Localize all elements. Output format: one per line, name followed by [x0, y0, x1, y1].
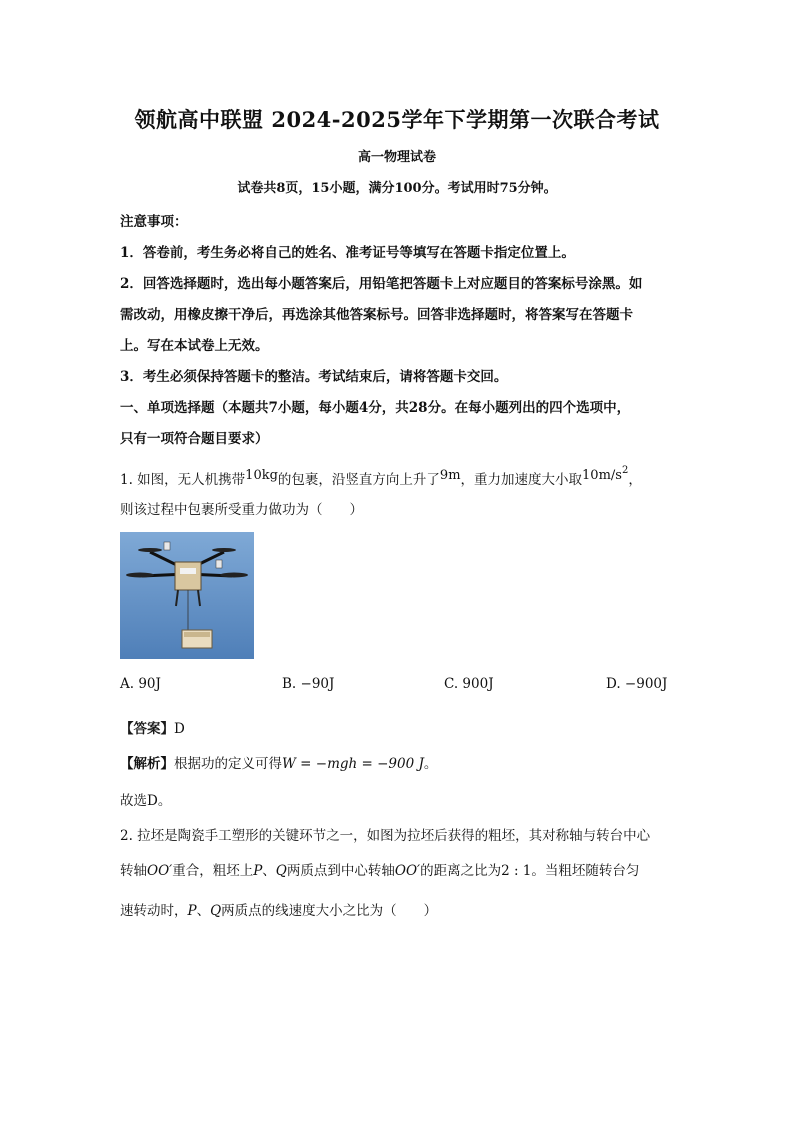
q2-point-q-2: Q	[210, 903, 222, 919]
q1-gravity-exponent: 2	[621, 465, 629, 476]
answer-tag: 【答案】	[120, 721, 174, 737]
drone-icon	[120, 532, 254, 659]
q1-text-2: 的包裹，沿竖直方向上升了	[277, 472, 440, 488]
note-3: 3．考生必须保持答题卡的整洁。考试结束后，请将答题卡交回。	[120, 369, 508, 385]
q2-text-a: 转轴	[120, 863, 147, 879]
analysis-text: 根据功的定义可得	[174, 756, 282, 772]
q2-point-p-2: P	[187, 903, 197, 919]
q2-text-b: 重合，粗坯上	[172, 863, 254, 879]
section-heading-line-2: 只有一项符合题目要求）	[120, 431, 269, 447]
q2-point-p: P	[253, 863, 263, 879]
q2-sep: 、	[262, 863, 276, 879]
q1-conclusion: 故选D。	[120, 793, 172, 809]
q1-stem-line-1	[120, 465, 642, 488]
notes-heading: 注意事项：	[120, 214, 188, 230]
q2-text-e: 。当粗坯随转台匀	[531, 863, 640, 879]
section-heading-line-1: 一、单项选择题（本题共7小题，每小题4分，共28分。在每小题列出的四个选项中，	[120, 400, 631, 416]
q2-text-g: 两质点的线速度大小之比为（ ）	[221, 903, 438, 919]
q1-answer	[120, 717, 185, 737]
q2-stem-line-3	[120, 899, 437, 919]
note-2-line-1: 2．回答选择题时，选出每小题答案后，用铅笔把答题卡上对应题目的答案标号涂黑。如	[120, 276, 643, 292]
analysis-end: 。	[423, 756, 438, 772]
q1-option-c: C. 900J	[444, 676, 494, 692]
exam-info: 试卷共8页，15小题，满分100分。考试用时75分钟。	[237, 181, 557, 196]
q2-text-f: 速转动时，	[120, 903, 188, 919]
q1-analysis	[120, 752, 437, 772]
q1-mass: 10kg	[245, 468, 278, 483]
q2-axis-1: OO′	[147, 863, 173, 879]
q2-text-d: 的距离之比为	[420, 863, 502, 879]
note-1: 1．答卷前，考生务必将自己的姓名、准考证号等填写在答题卡指定位置上。	[120, 245, 575, 261]
analysis-tag: 【解析】	[120, 756, 174, 772]
answer-value: D	[174, 721, 185, 737]
note-2-line-2: 需改动，用橡皮擦干净后，再选涂其他答案标号。回答非选择题时，将答案写在答题卡	[120, 307, 633, 323]
q1-stem-line-2: 则该过程中包裹所受重力做功为（ ）	[120, 502, 363, 518]
q1-text-4: ，	[628, 472, 642, 488]
q1-height: 9m	[439, 468, 461, 483]
exam-title: 领航高中联盟 2024-2025学年下学期第一次联合考试	[134, 107, 660, 132]
q1-text-3: ，重力加速度大小取	[460, 472, 583, 488]
q2-text-c: 两质点到中心转轴	[286, 863, 395, 879]
q1-option-d: D. −900J	[606, 676, 668, 692]
q2-stem-line-2	[120, 859, 639, 879]
note-2-line-3: 上。写在本试卷上无效。	[120, 338, 269, 354]
q1-text-1: 1. 如图，无人机携带	[120, 472, 246, 488]
q1-option-b: B. −90J	[282, 676, 335, 692]
q2-point-q: Q	[275, 863, 287, 879]
q2-stem-line-1: 2. 拉坯是陶瓷手工塑形的关键环节之一，如图为拉坯后获得的粗坯，其对称轴与转台中心	[120, 828, 651, 844]
q2-sep-2: 、	[196, 903, 211, 919]
q1-gravity-value: 10m/s	[582, 468, 622, 483]
q2-ratio: 2 : 1	[501, 863, 532, 879]
analysis-formula: W = −mgh = −900 J	[282, 756, 424, 772]
q2-axis-2: OO′	[394, 863, 421, 879]
q1-gravity	[582, 465, 629, 483]
q1-option-a: A. 90J	[120, 676, 161, 692]
exam-subtitle: 高一物理试卷	[357, 150, 436, 165]
drone-photo	[120, 532, 254, 659]
